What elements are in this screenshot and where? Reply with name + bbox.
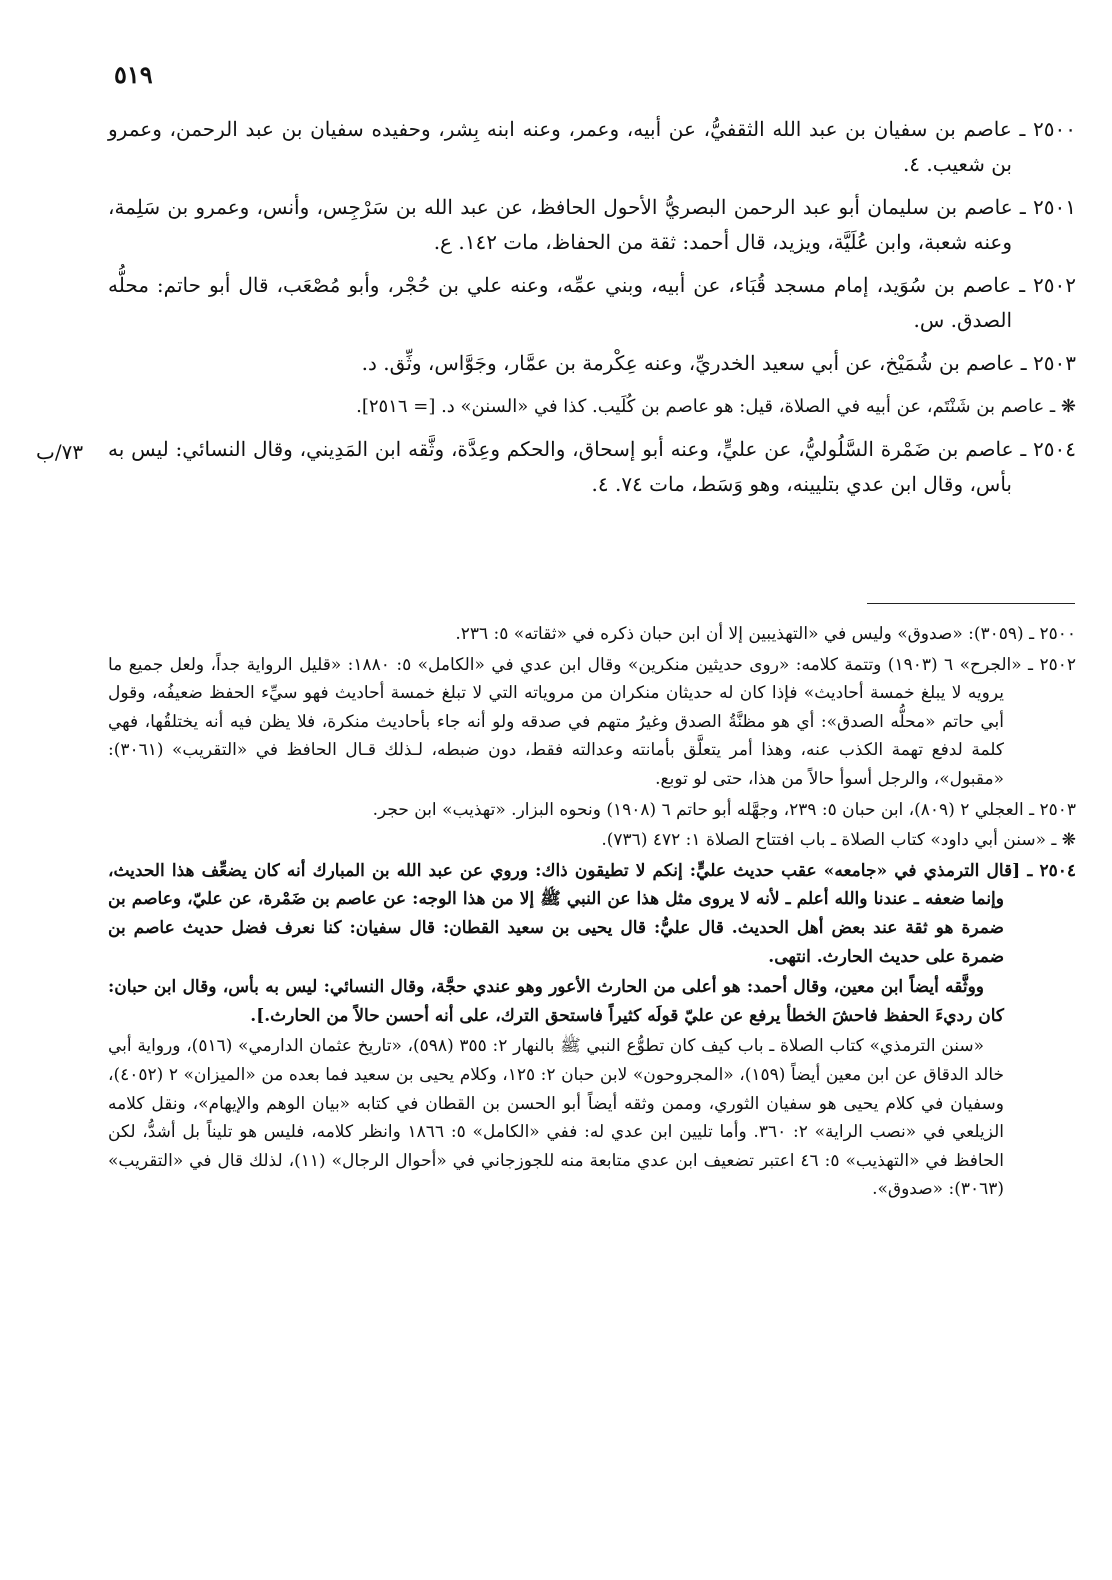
footnote-2504-quote: ٢٥٠٤ ـ [قال الترمذي في «جامعه» عقب حديث عليٍّ: إنكم لا تطيقون ذاك: وروي عن عبد الله بن المبارك أنه كان يضعِّف هذا الحديث، وإنما ضعفه ـ عندنا والله أعلم ـ لأنه لا يروى مثل هذا عن النبي ﷺ إلا من هذا الوجه: عن عاصم بن ضَمْرة، عن عليّ، وعاصم بن ضمرة هو ثقة عند بعض أهل الحديث. قال عليُّ: قال يحيى بن سعيد القطان: قال سفيان: كنا نعرف فضل حديث عاصم بن ضمرة على حديث الحارث. انتهى. [108, 860, 1076, 967]
entry-2501: ٢٥٠١ ـ عاصم بن سليمان أبو عبد الرحمن البصريُّ الأحول الحافظ، عن عبد الله بن سَرْجِس، وأنس، وعمرو بن سَلِمة، وعنه شعبة، وابن عُلَيَّة، ويزيد، قال أحمد: ثقة من الحفاظ، مات ١٤٢. ع. [108, 195, 1076, 254]
footnote-2500: ٢٥٠٠ ـ (٣٠٥٩): «صدوق» وليس في «التهذيبين إلا أن ابن حبان ذكره في «ثقاته» ٥: ٢٣٦. [455, 624, 1076, 644]
entry-2504: ٢٥٠٤ ـ عاصم بن ضَمْرة السَّلُوليُّ، عن عليٍّ، وعنه أبو إسحاق، والحكم وعِدَّة، وثَّقه ابن المَدِيني، وقال النسائي: ليس به بأس، وقال ابن عدي بتليينه، وهو وَسَط، مات ٧٤. ٤. [108, 437, 1076, 496]
entry-2502: ٢٥٠٢ ـ عاصم بن سُوَيد، إمام مسجد قُبَاء، عن أبيه، وبني عمِّه، وعنه علي بن حُجْر، وأبو مُصْعَب، قال أبو حاتم: محلُّه الصدق. س. [108, 273, 1076, 332]
footnote-2504-continuation: ووثَّقه أيضاً ابن معين، وقال أحمد: هو أعلى من الحارث الأعور وهو عندي حجَّة، وقال النسائي: ليس به بأس، وقال ابن حبان: كان رديءَ الحفظ فاحشَ الخطأ يرفع عن عليّ قولَه كثيراً فاستحق الترك، على أنه أحسن حالاً من الحارث.]. [108, 977, 1004, 1026]
entry-2503: ٢٥٠٣ ـ عاصم بن شُمَيْخ، عن أبي سعيد الخدريِّ، وعنه عِكْرمة بن عمَّار، وجَوَّاس، وثِّق. د. [361, 351, 1076, 375]
footnote-2504-sources: «سنن الترمذي» كتاب الصلاة ـ باب كيف كان تطوُّع النبي ﷺ بالنهار ٢: ٣٥٥ (٥٩٨)، «تاريخ عثمان الدارمي» (٥١٦)، ورواية أبي خالد الدقاق عن ابن معين أيضاً (١٥٩)، «المجروحون» لابن حبان ٢: ١٢٥، وكلام يحيى بن سعيد فما بعده من «الميزان» ٢ (٤٠٥٢)، وسفيان في كلام يحيى هو سفيان الثوري، وممن وثقه أيضاً أبو الحسن بن القطان في كتابه «بيان الوهم والإيهام»، ونقل كلامه الزيلعي في «نصب الراية» ٢: ٣٦٠. وأما تليين ابن عدي له: ففي «الكامل» ٥: ١٨٦٦ وانظر كلامه، فليس هو تليناً بل أشدُّ، لكن الحافظ في «التهذيب» ٥: ٤٦ اعتبر تضعيف ابن عدي متابعة منه للجوزجاني في «أحوال الرجال» (١١)، لذلك قال في «التقريب» (٣٠٦٣): «صدوق». [108, 1036, 1005, 1200]
footnote-2503: ٢٥٠٣ ـ العجلي ٢ (٨٠٩)، ابن حبان ٥: ٢٣٩، وجهَّله أبو حاتم ٦ (١٩٠٨) ونحوه البزار. «تهذيب» ابن حجر. [372, 799, 1076, 820]
manuscript-folio-mark: ٧٣/ب [36, 440, 84, 464]
entry-star-note: ❋ ـ عاصم بن شَنْتَم، عن أبيه في الصلاة، قيل: هو عاصم بن كُلَيب. كذا في «السنن» د. [= ٢٥١٦]. [356, 396, 1076, 417]
main-text [108, 112, 1076, 510]
footnote-divider [867, 603, 1075, 604]
footnote-star: ❋ ـ «سنن أبي داود» كتاب الصلاة ـ باب افتتاح الصلاة ١: ٤٧٢ (٧٣٦). [601, 830, 1076, 851]
footnotes [108, 620, 1076, 1206]
page-number: ٥١٩ [114, 60, 153, 89]
entry-2500: ٢٥٠٠ ـ عاصم بن سفيان بن عبد الله الثقفيُّ، عن أبيه، وعمر، وعنه ابنه بِشر، وحفيده سفيان بن عبد الرحمن، وعمرو بن شعيب. ٤. [108, 117, 1076, 176]
footnote-2502: ٢٥٠٢ ـ «الجرح» ٦ (١٩٠٣) وتتمة كلامه: «روى حديثين منكرين» وقال ابن عدي في «الكامل» ٥: ١٨٨٠: «قليل الرواية جداً، ولعل جميع ما يرويه لا يبلغ خمسة أحاديث» فإذا كان له حديثان منكران من مروياته التي لا تبلغ خمسة أحاديث فهو سيِّء الحفظ ضعيفُه، وقول أبي حاتم «محلُّه الصدق»: أي هو مظنَّةُ الصدق وغيرُ متهم في صدقه ولو أنه جاء بأحاديث منكرة، فلا يظن فيه أنه يختلقُها، فهي كلمة لدفع تهمة الكذب عنه، وهذا أمر يتعلَّق بأمانته وعدالته فقط، دون ضبطه، لـذلك قـال الحافظ في «التقريب» (٣٠٦١): «مقبول»، والرجل أسوأ حالاً من هذا، حتى لو توبع. [108, 654, 1076, 789]
